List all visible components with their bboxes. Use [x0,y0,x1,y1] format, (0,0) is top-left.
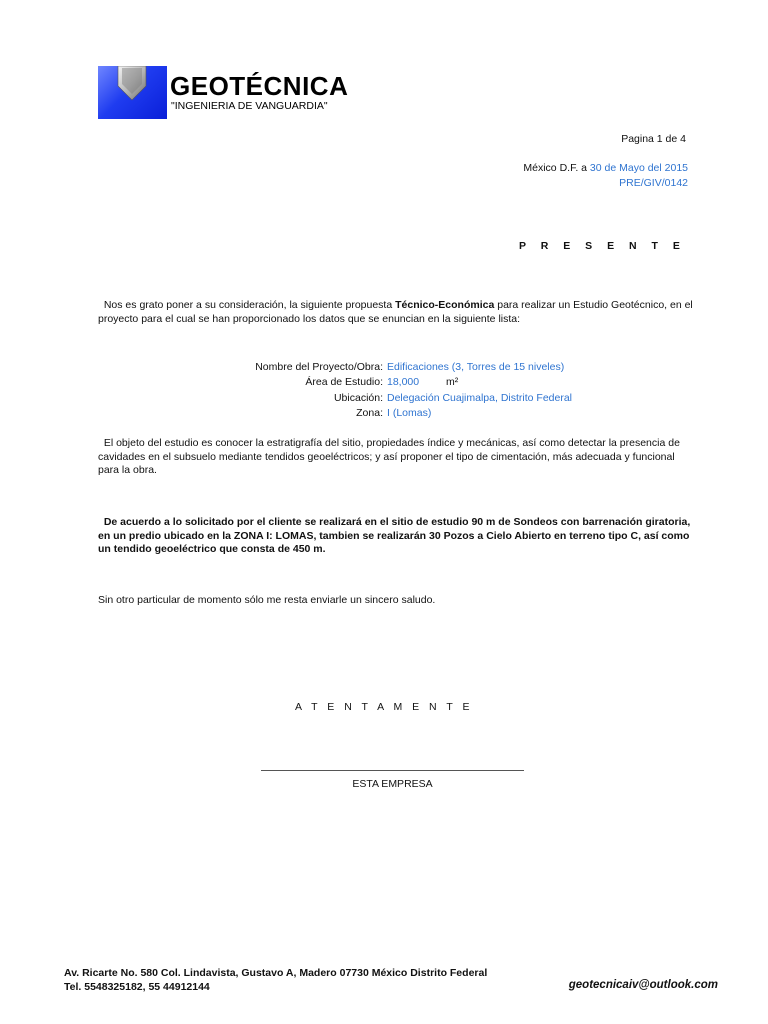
location-label: Ubicación: [333,392,383,404]
reference-number: PRE/GIV/0142 [619,177,688,189]
date-line [523,162,688,174]
objective-paragraph [98,437,698,478]
company-logo [98,66,167,119]
objective-text: El objeto del estudio es conocer la estratigrafía del sitio, propiedades índice y mecánicas, así como detectar la presencia de cavidades en el subsuelo mediante tendidos geoeléctricos; y así proponer el tipo de cimentación, más adecuada y funcional para la obra. [98,437,680,476]
project-value: Edificaciones (3, Torres de 15 niveles) [387,361,565,373]
intro-text-bold: Técnico-Económica [395,299,495,311]
closing-paragraph: Sin otro particular de momento sólo me resta enviarle un sincero saludo. [98,594,436,606]
company-name: GEOTÉCNICA [170,71,349,101]
scope-paragraph [98,516,698,557]
intro-text-after: para realizar un Estudio Geotécnico, en el proyecto para el cual se han proporcionado los datos que se enuncian en la siguiente lista: [98,299,693,325]
footer-address: Av. Ricarte No. 580 Col. Lindavista, Gustavo A, Madero 07730 México Distrito Federal [64,967,488,979]
scope-text: De acuerdo a lo solicitado por el cliente se realizará en el sitio de estudio 90 m de Sondeos con barrenación giratoria, en un predio ubicado en la ZONA I: LOMAS, tambien se realizarán 30 Pozos a Cielo Abierto en terreno tipo C, así como un tendido geoeléctrico que consta de 450 m. [98,516,691,555]
area-label: Área de Estudio: [305,376,383,388]
salutation: P R E S E N T E [519,240,686,252]
project-label: Nombre del Proyecto/Obra: [255,361,383,373]
letter-date: 30 de Mayo del 2015 [589,162,688,174]
signer-name: ESTA EMPRESA [352,778,433,790]
valediction: A T E N T A M E N T E [295,701,473,713]
area-unit: m² [446,376,459,388]
page-number: Pagina 1 de 4 [621,133,686,145]
intro-text-before: Nos es grato poner a su consideración, la siguiente propuesta [103,299,396,311]
place-prefix: México D.F. a [523,162,587,174]
company-tagline: "INGENIERIA DE VANGUARDIA" [171,100,328,112]
shield-chevron-icon [98,66,167,119]
area-value: 18,000 [387,376,420,388]
intro-paragraph [98,299,698,326]
zone-value: I (Lomas) [387,407,432,419]
signature-line [261,770,524,771]
zone-label: Zona: [356,407,383,419]
footer-phones: Tel. 5548325182, 55 44912144 [64,981,210,993]
location-value: Delegación Cuajimalpa, Distrito Federal [387,392,573,404]
footer-email: geotecnicaiv@outlook.com [568,979,718,991]
